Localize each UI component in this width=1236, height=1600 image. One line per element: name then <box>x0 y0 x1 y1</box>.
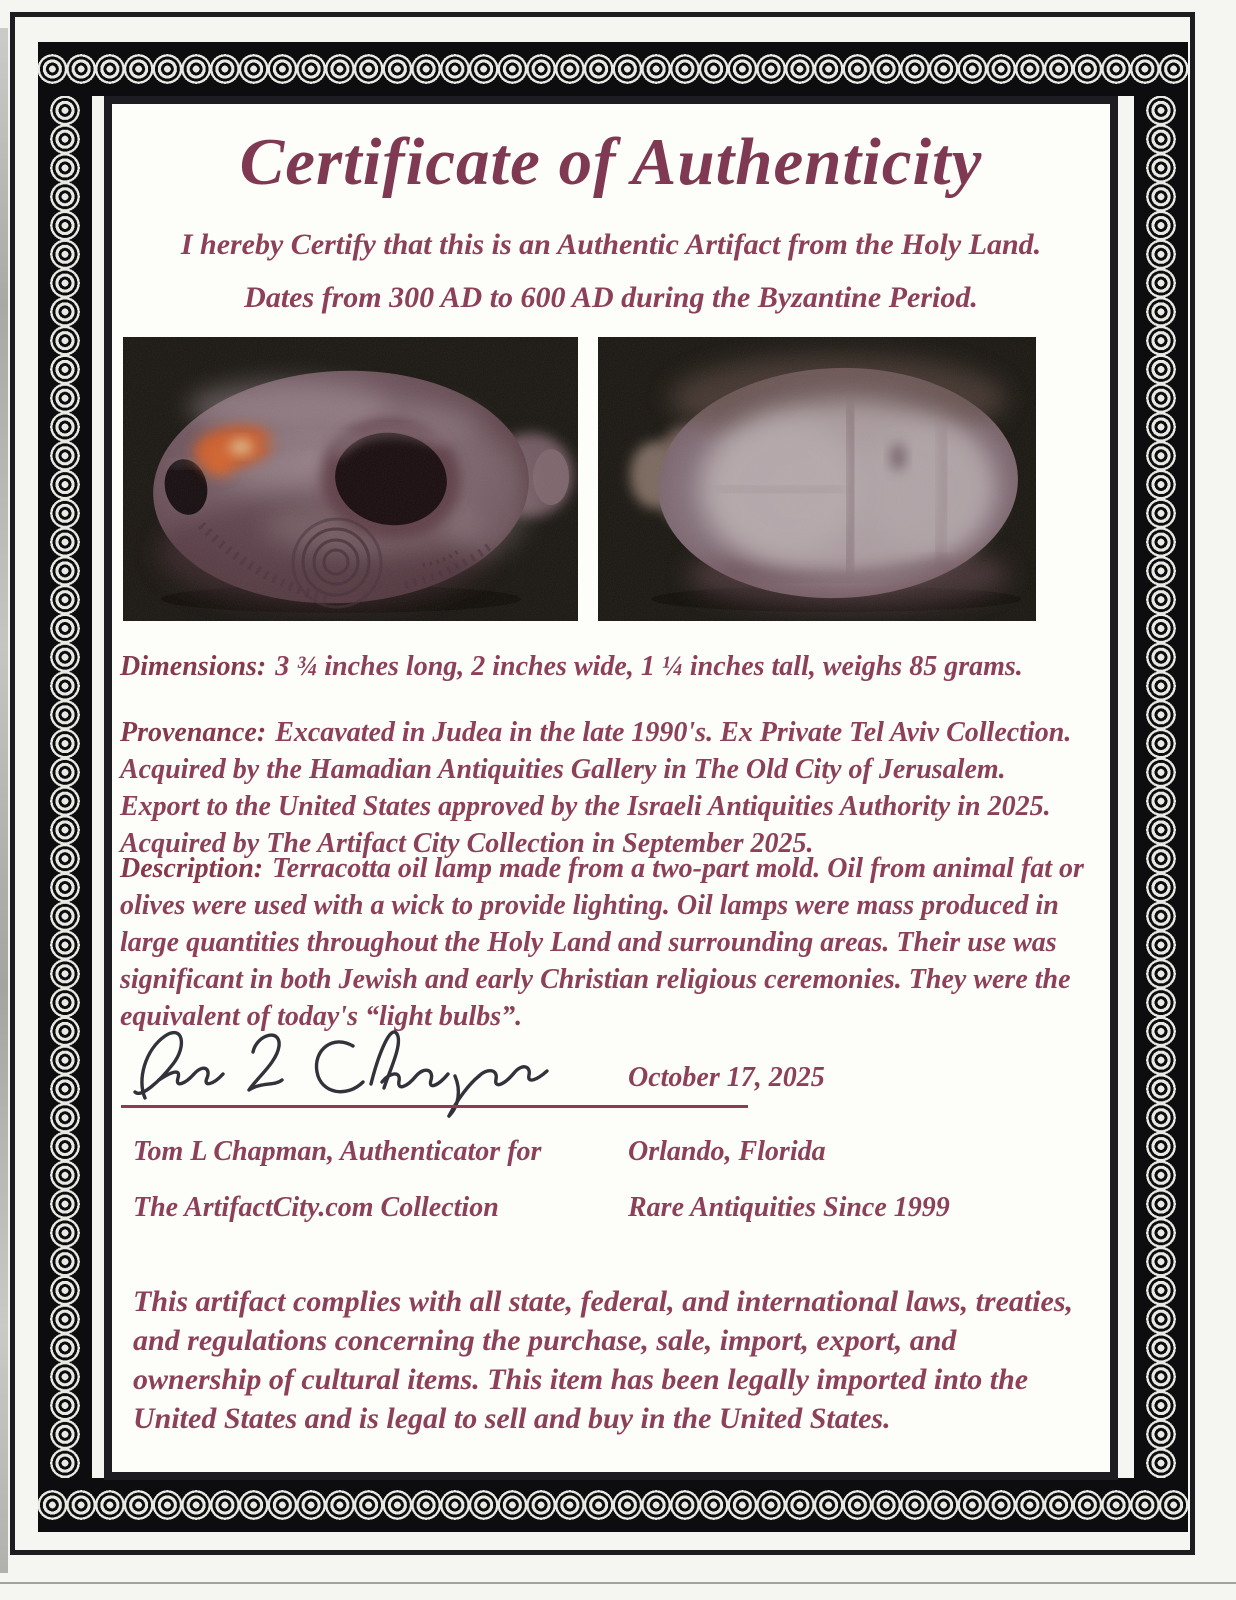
oil-lamp-top-view-illustration <box>123 337 578 621</box>
dimensions-label: Dimensions: <box>120 651 267 682</box>
description-paragraph <box>120 850 1088 1035</box>
circle-ornament-border-right <box>1134 96 1188 1478</box>
artifact-photo-underside-view <box>598 337 1036 621</box>
dimensions-text: 3 ¾ inches long, 2 inches wide, 1 ¼ inches tall, weighs 85 grams. <box>275 651 1023 682</box>
certify-line: I hereby Certify that this is an Authentic Artifact from the Holy Land. <box>180 228 1042 261</box>
artifact-photo-top-view <box>123 337 578 621</box>
provenance-label: Provenance: <box>120 717 267 748</box>
scan-edge-artifact-left <box>0 28 8 1573</box>
certificate-title: Certificate of Authenticity <box>239 125 983 199</box>
provenance-paragraph <box>120 714 1088 862</box>
tagline: Rare Antiquities Since 1999 <box>628 1192 950 1223</box>
signer-name-line: Tom L Chapman, Authenticator for <box>133 1136 542 1167</box>
scan-edge-artifact-bottom <box>0 1582 1236 1584</box>
circle-ornament-border-bottom <box>38 1478 1188 1532</box>
legal-compliance-paragraph: This artifact complies with all state, federal, and international laws, treaties, and regulations concerning the purchase, sale, import, export, and ownership of cultural items. This item has been legally imported into the United States and is legal to sell and buy in the United States. <box>133 1285 1074 1435</box>
signature-date: October 17, 2025 <box>628 1062 825 1093</box>
circle-ornament-border-left <box>38 96 92 1478</box>
signature-location: Orlando, Florida <box>628 1136 826 1167</box>
description-text: Terracotta oil lamp made from a two-part mold. Oil from animal fat or olives were used with a wick to provide lighting. Oil lamps were mass produced in large quantities throughout the Holy Land and surrounding areas. Their use was significant in both Jewish and early Christian religious ceremonies. They were the equivalent of today's “light bulbs”. <box>120 853 1084 1032</box>
circle-ornament-border-top <box>38 42 1188 96</box>
provenance-text: Excavated in Judea in the late 1990's. Ex Private Tel Aviv Collection. Acquired by the Hamadian Antiquities Gallery in The Old City of Jerusalem. Export to the United States approved by the Israeli Antiquities Authority in 2025. Acquired by The Artifact City Collection in September 2025. <box>120 717 1072 859</box>
dimensions-paragraph <box>120 648 1088 685</box>
collection-line: The ArtifactCity.com Collection <box>133 1192 499 1223</box>
dates-line: Dates from 300 AD to 600 AD during the Byzantine Period. <box>244 281 978 314</box>
oil-lamp-underside-illustration <box>598 337 1036 621</box>
description-label: Description: <box>120 853 264 884</box>
signature-underline <box>121 1105 748 1108</box>
